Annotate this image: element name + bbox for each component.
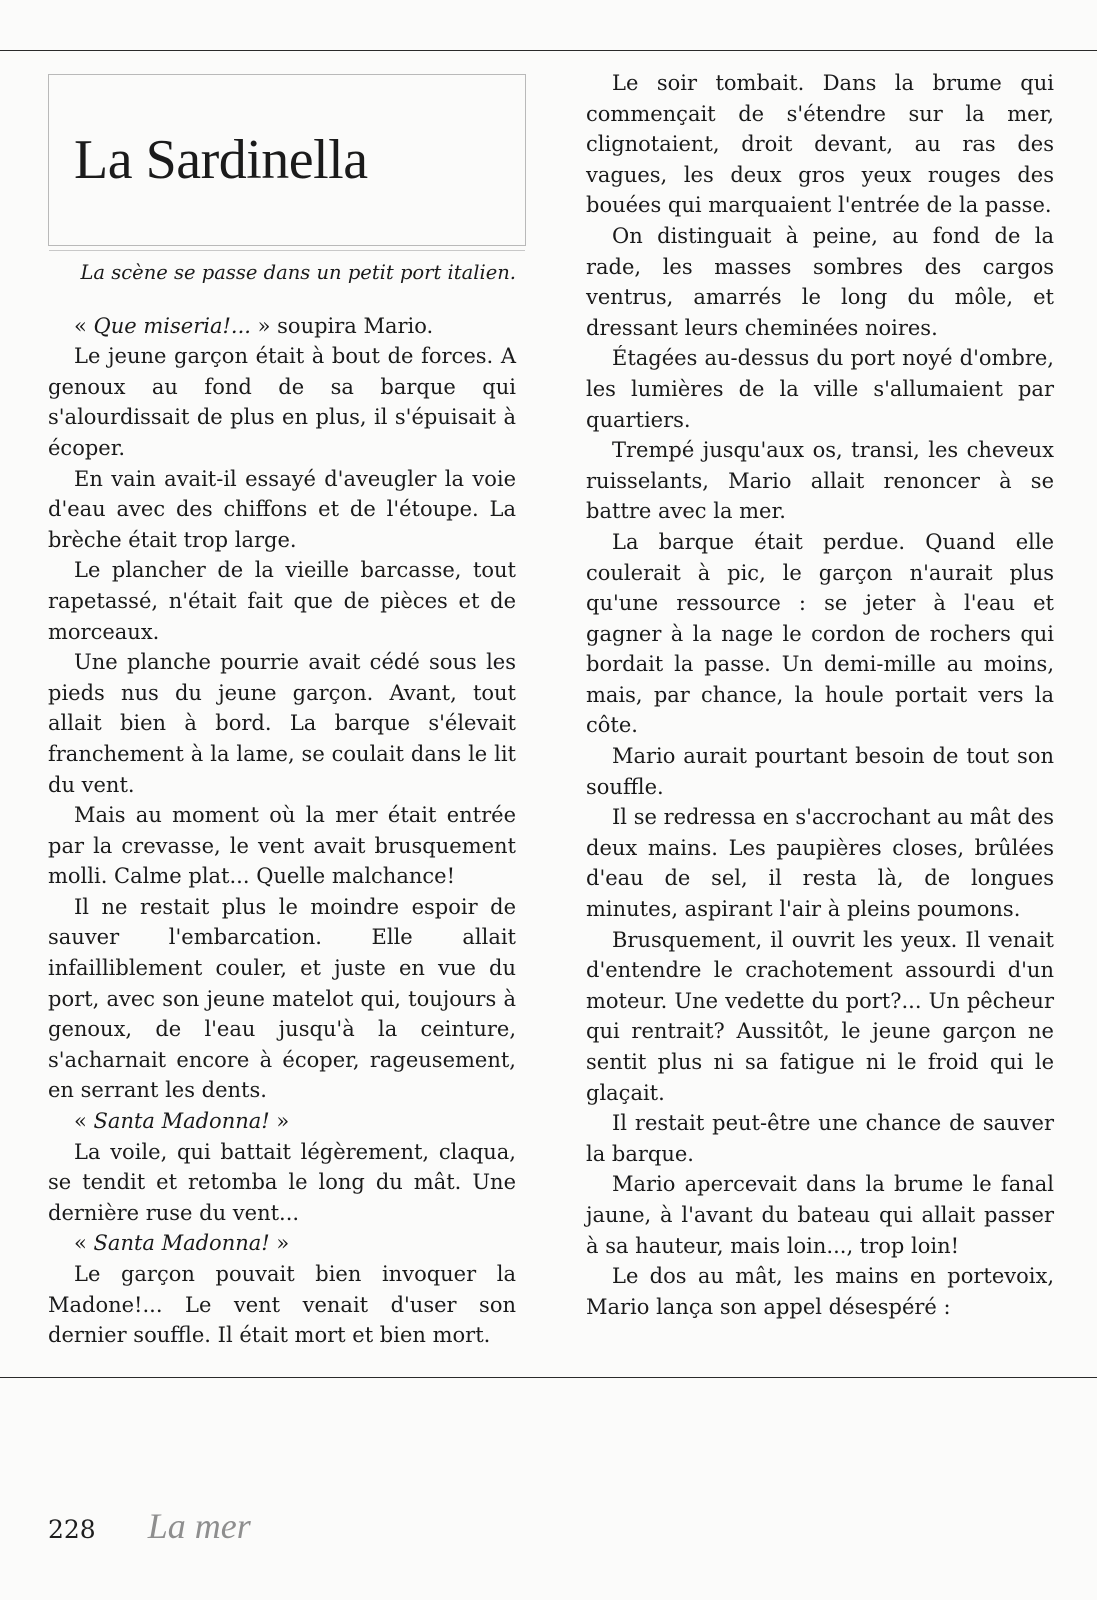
paragraph: Mario apercevait dans la brume le fanal jaune, à l'avant du bateau qui allait passer à sa hauteur, mais loin..., trop loin! xyxy=(586,1172,1054,1258)
quote-close: » xyxy=(269,1231,290,1256)
paragraph: La voile, qui battait légèrement, claqua, se tendit et retomba le long du mât. Une dernière ruse du vent... xyxy=(48,1139,516,1225)
section-name: La mer xyxy=(147,1506,251,1546)
bottom-rule xyxy=(0,1377,1097,1378)
paragraph: Le plancher de la vieille barcasse, tout rapetassé, n'était fait que de pièces et de morceaux. xyxy=(48,558,516,644)
quote-open: « xyxy=(74,1231,94,1256)
left-paragraphs xyxy=(48,311,516,1351)
paragraph xyxy=(48,1106,516,1137)
quote-open: « xyxy=(74,1109,94,1134)
page-footer xyxy=(48,1505,251,1547)
page-number: 228 xyxy=(48,1515,96,1544)
right-column xyxy=(586,68,1054,1322)
subtitle: La scène se passe dans un petit port italien. xyxy=(80,261,516,284)
paragraph: Le soir tombait. Dans la brume qui commençait de s'étendre sur la mer, clignotaient, droit devant, au ras des vagues, les deux gros yeux rouges des bouées qui marquaient l'entrée de la passe. xyxy=(586,71,1054,218)
paragraph: Trempé jusqu'aux os, transi, les cheveux ruisselants, Mario allait renoncer à se battre avec la mer. xyxy=(586,438,1054,524)
paragraph: Le garçon pouvait bien invoquer la Madone!... Le vent venait d'user son dernier souffle. Il était mort et bien mort. xyxy=(48,1262,516,1348)
paragraph: Mais au moment où la mer était entrée par la crevasse, le vent avait brusquement molli. Calme plat... Quelle malchance! xyxy=(48,803,516,889)
paragraph: Une planche pourrie avait cédé sous les pieds nus du jeune garçon. Avant, tout allait bien à bord. La barque s'élevait franchement à la lame, se coulait dans le lit du vent. xyxy=(48,650,516,797)
title-box xyxy=(48,74,526,246)
paragraph: Il ne restait plus le moindre espoir de sauver l'embarcation. Elle allait infailliblement couler, et juste en vue du port, avec son jeune matelot qui, toujours à genoux, de l'eau jusqu'à la ceinture, s'acharnait encore à écoper, rageusement, en serrant les dents. xyxy=(48,894,516,1103)
italic-quote: Santa Madonna! xyxy=(93,1231,270,1256)
paragraph: Le jeune garçon était à bout de forces. A genoux au fond de sa barque qui s'alourdissait de plus en plus, il s'épuisait à écoper. xyxy=(48,344,516,460)
paragraph: La barque était perdue. Quand elle coulerait à pic, le garçon n'aurait plus qu'une ressource : se jeter à l'eau et gagner à la nage le cordon de rochers qui bordait la passe. Un demi-mille au moins, mais, par chance, la houle portait vers la côte. xyxy=(586,529,1054,738)
paragraph: En vain avait-il essayé d'aveugler la voie d'eau avec des chiffons et de l'étoupe. La brèche était trop large. xyxy=(48,466,516,552)
quote-open: « xyxy=(74,313,94,338)
paragraph xyxy=(48,311,516,342)
paragraph xyxy=(48,1228,516,1259)
paragraph: Il restait peut-être une chance de sauver la barque. xyxy=(586,1111,1054,1166)
page-title: La Sardinella xyxy=(74,128,368,191)
right-paragraphs xyxy=(586,68,1054,1322)
paragraph: Mario aurait pourtant besoin de tout son souffle. xyxy=(586,744,1054,799)
paragraph: On distinguait à peine, au fond de la rade, les masses sombres des cargos ventrus, amarrés le long du môle, et dressant leurs cheminées noires. xyxy=(586,223,1054,340)
italic-quote: Que miseria!... xyxy=(93,313,251,338)
paragraph: Le dos au mât, les mains en portevoix, Mario lança son appel désespéré : xyxy=(586,1264,1054,1319)
quote-close: » soupira Mario. xyxy=(250,313,434,338)
paragraph: Il se redressa en s'accrochant au mât des deux mains. Les paupières closes, brûlées d'eau de sel, il resta là, de longues minutes, aspirant l'air à pleins poumons. xyxy=(586,805,1054,922)
left-column xyxy=(48,68,516,1351)
quote-close: » xyxy=(269,1109,290,1134)
italic-quote: Santa Madonna! xyxy=(93,1109,270,1134)
paragraph: Brusquement, il ouvrit les yeux. Il venait d'entendre le crachotement assourdi d'un moteur. Une vedette du port?... Un pêcheur qui rentrait? Aussitôt, le jeune garçon ne sentit plus ni sa fatigue ni le froid qui le glaçait. xyxy=(586,927,1054,1105)
top-rule xyxy=(0,50,1097,51)
paragraph: Étagées au-dessus du port noyé d'ombre, les lumières de la ville s'allumaient par quartiers. xyxy=(586,346,1054,432)
